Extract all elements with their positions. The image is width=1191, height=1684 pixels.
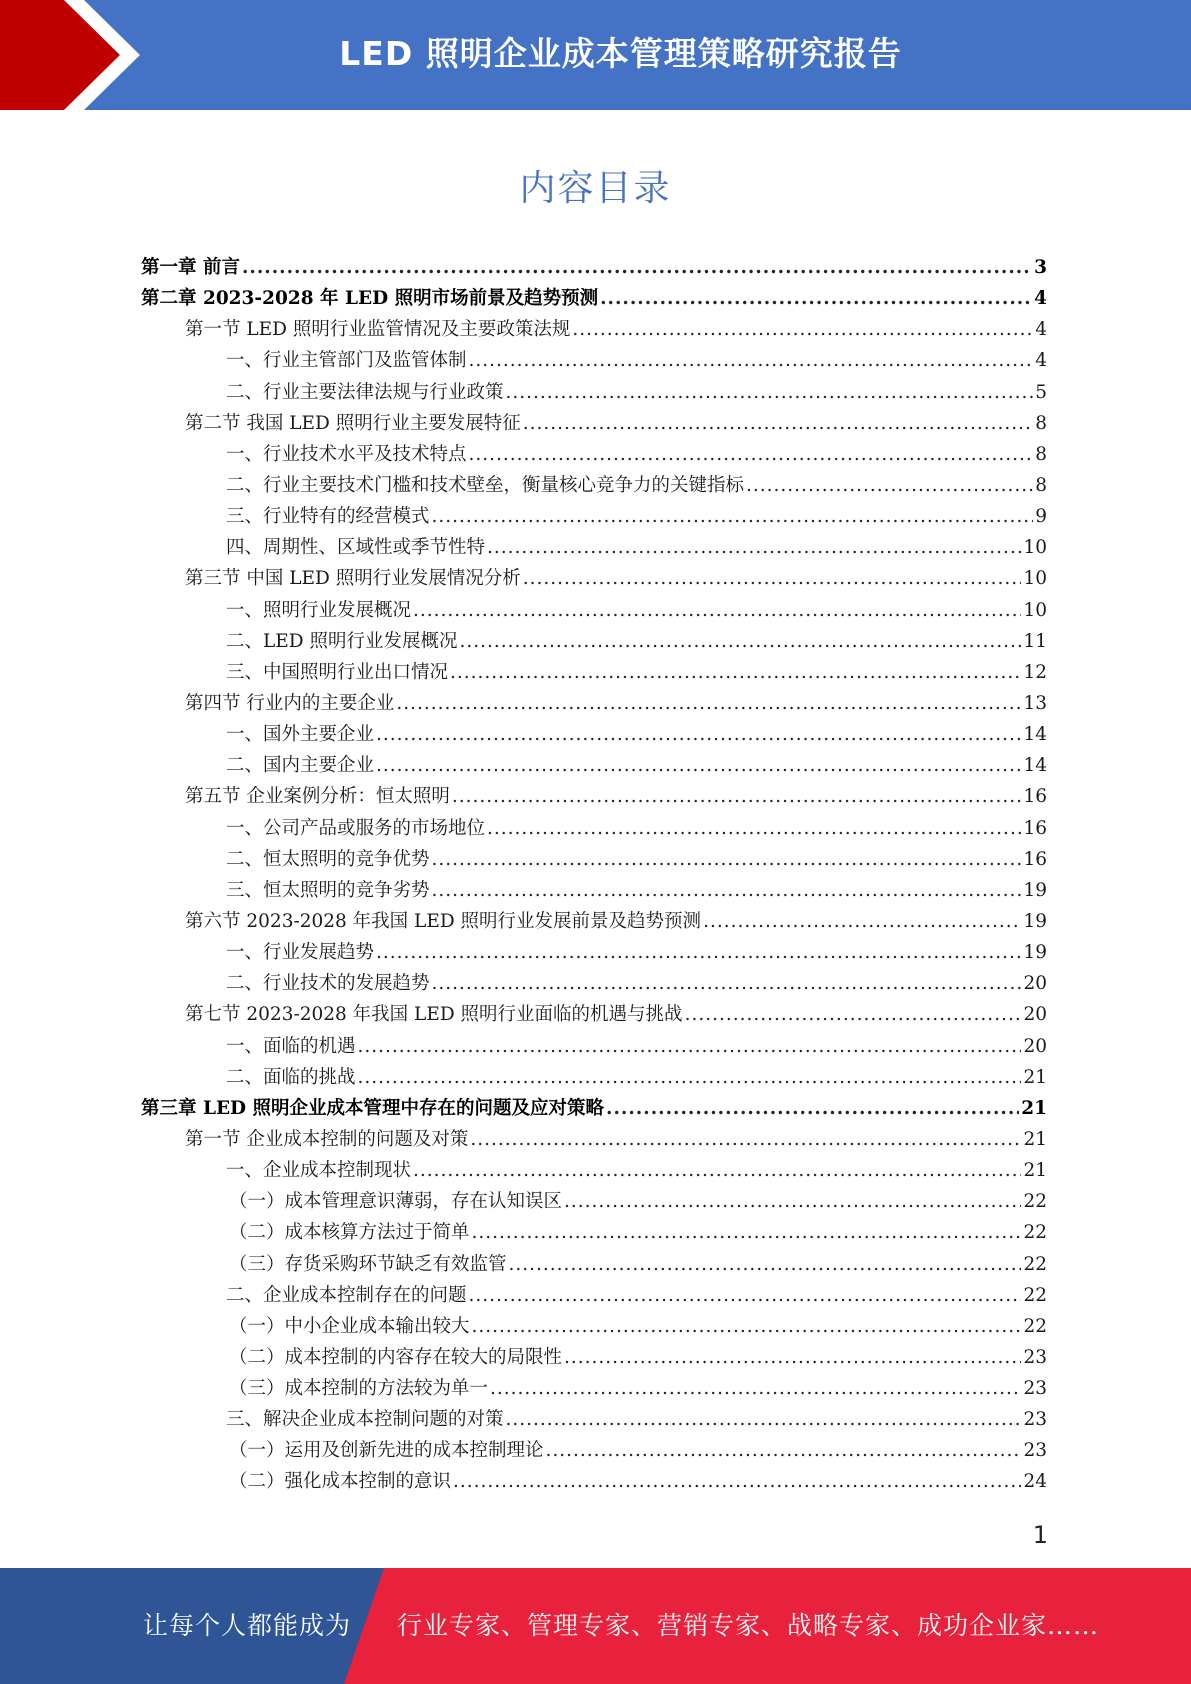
- toc-entry[interactable]: [141, 814, 1047, 845]
- toc-entry[interactable]: [141, 564, 1047, 595]
- toc-entry-page: 24: [1023, 1471, 1047, 1493]
- toc-entry-page: 19: [1023, 879, 1047, 901]
- toc-dot-leader: [703, 911, 1021, 932]
- toc-entry-label: 二、企业成本控制存在的问题: [226, 1284, 467, 1306]
- toc-entry[interactable]: [141, 782, 1047, 813]
- toc-entry-label: 第三章 LED 照明企业成本管理中存在的问题及应对策略: [141, 1097, 605, 1119]
- toc-entry[interactable]: [141, 1467, 1047, 1498]
- toc-entry-page: 21: [1023, 1066, 1047, 1088]
- toc-entry[interactable]: [141, 315, 1047, 346]
- toc-entry[interactable]: [141, 876, 1047, 907]
- toc-dot-leader: [490, 1378, 1021, 1399]
- toc-entry-label: 第七节 2023-2028 年我国 LED 照明行业面临的机遇与挑战: [185, 1004, 683, 1026]
- toc-entry[interactable]: [141, 907, 1047, 938]
- toc-entry-label: 四、周期性、区域性或季节性特: [226, 537, 486, 559]
- toc-entry[interactable]: [141, 502, 1047, 533]
- page-number: 1: [1032, 1521, 1048, 1549]
- toc-entry[interactable]: [141, 346, 1047, 377]
- toc-entry-page: 12: [1023, 661, 1047, 683]
- toc-entry-page: 19: [1023, 910, 1047, 932]
- toc-entry-label: 三、解决企业成本控制问题的对策: [226, 1409, 504, 1431]
- toc-dot-leader: [469, 1285, 1022, 1306]
- footer-slogan-right: 行业专家、管理专家、营销专家、战略专家、成功企业家……: [397, 1611, 1100, 1640]
- toc-entry-label: 第三节 中国 LED 照明行业发展情况分析: [185, 568, 521, 590]
- toc-entry-page: 16: [1023, 817, 1047, 839]
- toc-entry-label: 三、恒太照明的竞争劣势: [226, 879, 430, 901]
- toc-entry[interactable]: [141, 1218, 1047, 1249]
- table-of-contents: [141, 253, 1047, 1499]
- toc-entry-label: 三、中国照明行业出口情况: [226, 661, 449, 683]
- toc-entry[interactable]: [141, 1405, 1047, 1436]
- toc-dot-leader: [450, 662, 1021, 683]
- toc-entry[interactable]: [141, 1343, 1047, 1374]
- toc-heading: 内容目录: [519, 168, 672, 209]
- toc-entry[interactable]: [141, 1374, 1047, 1405]
- toc-entry[interactable]: [141, 845, 1047, 876]
- toc-dot-leader: [376, 942, 1021, 963]
- toc-dot-leader: [564, 1191, 1021, 1212]
- toc-entry-label: 三、行业特有的经营模式: [226, 506, 430, 528]
- toc-entry-page: 4: [1034, 288, 1047, 310]
- toc-entry-page: 20: [1023, 973, 1047, 995]
- toc-dot-leader: [564, 1347, 1021, 1368]
- toc-entry-label: （一）中小企业成本输出较大: [229, 1315, 470, 1337]
- toc-entry[interactable]: [141, 1281, 1047, 1312]
- toc-entry[interactable]: [141, 533, 1047, 564]
- toc-dot-leader: [572, 319, 1033, 340]
- toc-entry-label: 第二章 2023-2028 年 LED 照明市场前景及趋势预测: [141, 288, 599, 310]
- toc-dot-leader: [432, 506, 1034, 527]
- toc-dot-leader: [358, 1067, 1022, 1088]
- toc-dot-leader: [460, 631, 1022, 652]
- toc-dot-leader: [432, 973, 1022, 994]
- report-title: LED 照明企业成本管理策略研究报告: [339, 34, 902, 73]
- toc-dot-leader: [487, 537, 1021, 558]
- toc-entry[interactable]: [141, 1063, 1047, 1094]
- toc-entry[interactable]: [141, 689, 1047, 720]
- toc-entry-page: 14: [1023, 755, 1047, 777]
- toc-entry-page: 8: [1035, 474, 1047, 496]
- toc-entry[interactable]: [141, 969, 1047, 1000]
- toc-dot-leader: [472, 1316, 1022, 1337]
- page-header: [0, 0, 1191, 110]
- toc-entry-label: 二、行业主要法律法规与行业政策: [226, 381, 504, 403]
- toc-dot-leader: [746, 475, 1033, 496]
- toc-entry-page: 22: [1023, 1284, 1047, 1306]
- toc-entry[interactable]: [141, 596, 1047, 627]
- toc-entry[interactable]: [141, 1125, 1047, 1156]
- toc-entry-label: 第一章 前言: [141, 257, 240, 278]
- toc-entry-label: 二、行业技术的发展趋势: [226, 973, 430, 995]
- toc-dot-leader: [523, 413, 1033, 434]
- toc-entry[interactable]: [141, 938, 1047, 969]
- toc-entry[interactable]: [141, 751, 1047, 782]
- toc-entry-label: 一、照明行业发展概况: [226, 599, 412, 621]
- toc-entry-page: 22: [1023, 1191, 1047, 1213]
- toc-entry-label: 一、行业主管部门及监管体制: [226, 350, 467, 372]
- toc-entry-label: 一、行业技术水平及技术特点: [226, 443, 467, 465]
- toc-dot-leader: [376, 724, 1021, 745]
- toc-entry[interactable]: [141, 409, 1047, 440]
- toc-entry-page: 11: [1023, 630, 1047, 652]
- toc-entry-page: 22: [1023, 1222, 1047, 1244]
- toc-entry-label: （二）成本控制的内容存在较大的局限性: [229, 1346, 563, 1368]
- toc-dot-leader: [523, 568, 1022, 589]
- toc-entry-page: 9: [1035, 506, 1047, 528]
- toc-entry-page: 16: [1023, 786, 1047, 808]
- toc-dot-leader: [469, 444, 1034, 465]
- toc-entry[interactable]: [141, 720, 1047, 751]
- toc-entry-page: 14: [1023, 724, 1047, 746]
- toc-entry-label: 一、国外主要企业: [226, 724, 375, 746]
- toc-entry-page: 8: [1035, 443, 1047, 465]
- toc-entry-page: 4: [1035, 319, 1047, 341]
- toc-entry[interactable]: [141, 1032, 1047, 1063]
- toc-entry[interactable]: [141, 1436, 1047, 1467]
- toc-entry-page: 10: [1023, 599, 1047, 621]
- toc-dot-leader: [413, 600, 1021, 621]
- toc-entry-label: 二、国内主要企业: [226, 755, 375, 777]
- toc-entry[interactable]: [141, 471, 1047, 502]
- toc-entry-label: 第一节 企业成本控制的问题及对策: [185, 1128, 469, 1150]
- toc-entry-label: 二、LED 照明行业发展概况: [226, 630, 458, 652]
- toc-entry-label: （三）成本控制的方法较为单一: [229, 1378, 489, 1400]
- toc-entry-label: 第六节 2023-2028 年我国 LED 照明行业发展前景及趋势预测: [185, 910, 702, 932]
- toc-entry-page: 19: [1023, 942, 1047, 964]
- toc-entry-page: 23: [1023, 1409, 1047, 1431]
- toc-entry[interactable]: [141, 627, 1047, 658]
- toc-entry[interactable]: [141, 1156, 1047, 1187]
- toc-dot-leader: [509, 1254, 1022, 1275]
- toc-entry-page: 21: [1023, 1128, 1047, 1150]
- toc-entry-page: 16: [1023, 848, 1047, 870]
- toc-entry-page: 21: [1023, 1160, 1047, 1182]
- toc-dot-leader: [358, 1036, 1022, 1057]
- toc-entry-page: 21: [1021, 1097, 1047, 1119]
- toc-entry-label: 一、企业成本控制现状: [226, 1160, 412, 1182]
- toc-entry-page: 5: [1035, 381, 1047, 403]
- toc-entry[interactable]: [141, 284, 1047, 315]
- toc-dot-leader: [396, 693, 1021, 714]
- toc-entry-label: 第四节 行业内的主要企业: [185, 692, 395, 714]
- toc-dot-leader: [413, 1160, 1021, 1181]
- toc-entry-page: 8: [1035, 412, 1047, 434]
- toc-dot-leader: [472, 1222, 1022, 1243]
- toc-entry-label: （二）强化成本控制的意识: [229, 1471, 452, 1493]
- toc-entry-label: 一、行业发展趋势: [226, 942, 375, 964]
- toc-entry-page: 3: [1034, 257, 1047, 278]
- toc-entry[interactable]: [141, 1000, 1047, 1031]
- toc-entry[interactable]: [141, 1250, 1047, 1281]
- toc-dot-leader: [600, 288, 1032, 309]
- toc-entry[interactable]: [141, 1187, 1047, 1218]
- toc-entry-page: 22: [1023, 1253, 1047, 1275]
- toc-dot-leader: [606, 1098, 1019, 1119]
- toc-entry-label: 二、面临的挑战: [226, 1066, 356, 1088]
- toc-dot-leader: [432, 880, 1022, 901]
- toc-entry[interactable]: [141, 253, 1047, 284]
- toc-entry-label: 二、行业主要技术门槛和技术壁垒，衡量核心竞争力的关键指标: [226, 474, 745, 496]
- toc-entry-label: （一）成本管理意识薄弱，存在认知误区: [229, 1191, 563, 1213]
- toc-dot-leader: [376, 755, 1021, 776]
- toc-entry-label: （一）运用及创新先进的成本控制理论: [229, 1440, 544, 1462]
- toc-entry-label: 一、面临的机遇: [226, 1035, 356, 1057]
- toc-entry[interactable]: [141, 658, 1047, 689]
- toc-entry-label: （二）成本核算方法过于简单: [229, 1222, 470, 1244]
- toc-dot-leader: [487, 818, 1021, 839]
- toc-entry-page: 23: [1023, 1440, 1047, 1462]
- toc-entry-page: 20: [1023, 1035, 1047, 1057]
- toc-dot-leader: [506, 382, 1034, 403]
- toc-entry-page: 4: [1035, 350, 1047, 372]
- toc-entry[interactable]: [141, 1094, 1047, 1125]
- toc-entry-page: 22: [1023, 1315, 1047, 1337]
- toc-dot-leader: [469, 350, 1034, 371]
- toc-entry-page: 23: [1023, 1378, 1047, 1400]
- toc-dot-leader: [506, 1409, 1022, 1430]
- toc-dot-leader: [452, 786, 1022, 807]
- toc-entry[interactable]: [141, 378, 1047, 409]
- toc-entry-page: 10: [1023, 568, 1047, 590]
- toc-entry-page: 13: [1023, 692, 1047, 714]
- toc-entry-page: 10: [1023, 537, 1047, 559]
- toc-entry-label: 一、公司产品或服务的市场地位: [226, 817, 486, 839]
- toc-entry[interactable]: [141, 440, 1047, 471]
- toc-dot-leader: [242, 257, 1032, 278]
- toc-entry[interactable]: [141, 1312, 1047, 1343]
- toc-entry-label: 第一节 LED 照明行业监管情况及主要政策法规: [185, 319, 571, 341]
- toc-entry-page: 20: [1023, 1004, 1047, 1026]
- toc-entry-label: （三）存货采购环节缺乏有效监管: [229, 1253, 507, 1275]
- toc-dot-leader: [546, 1440, 1022, 1461]
- toc-entry-label: 二、恒太照明的竞争优势: [226, 848, 430, 870]
- toc-entry-label: 第二节 我国 LED 照明行业主要发展特征: [185, 412, 521, 434]
- toc-dot-leader: [685, 1004, 1022, 1025]
- toc-dot-leader: [470, 1129, 1021, 1150]
- page-footer: [0, 1568, 1191, 1684]
- footer-slogan-left: 让每个人都能成为: [143, 1611, 352, 1640]
- toc-entry-page: 23: [1023, 1346, 1047, 1368]
- toc-dot-leader: [432, 849, 1022, 870]
- toc-entry-label: 第五节 企业案例分析：恒太照明: [185, 786, 450, 808]
- toc-dot-leader: [453, 1471, 1021, 1492]
